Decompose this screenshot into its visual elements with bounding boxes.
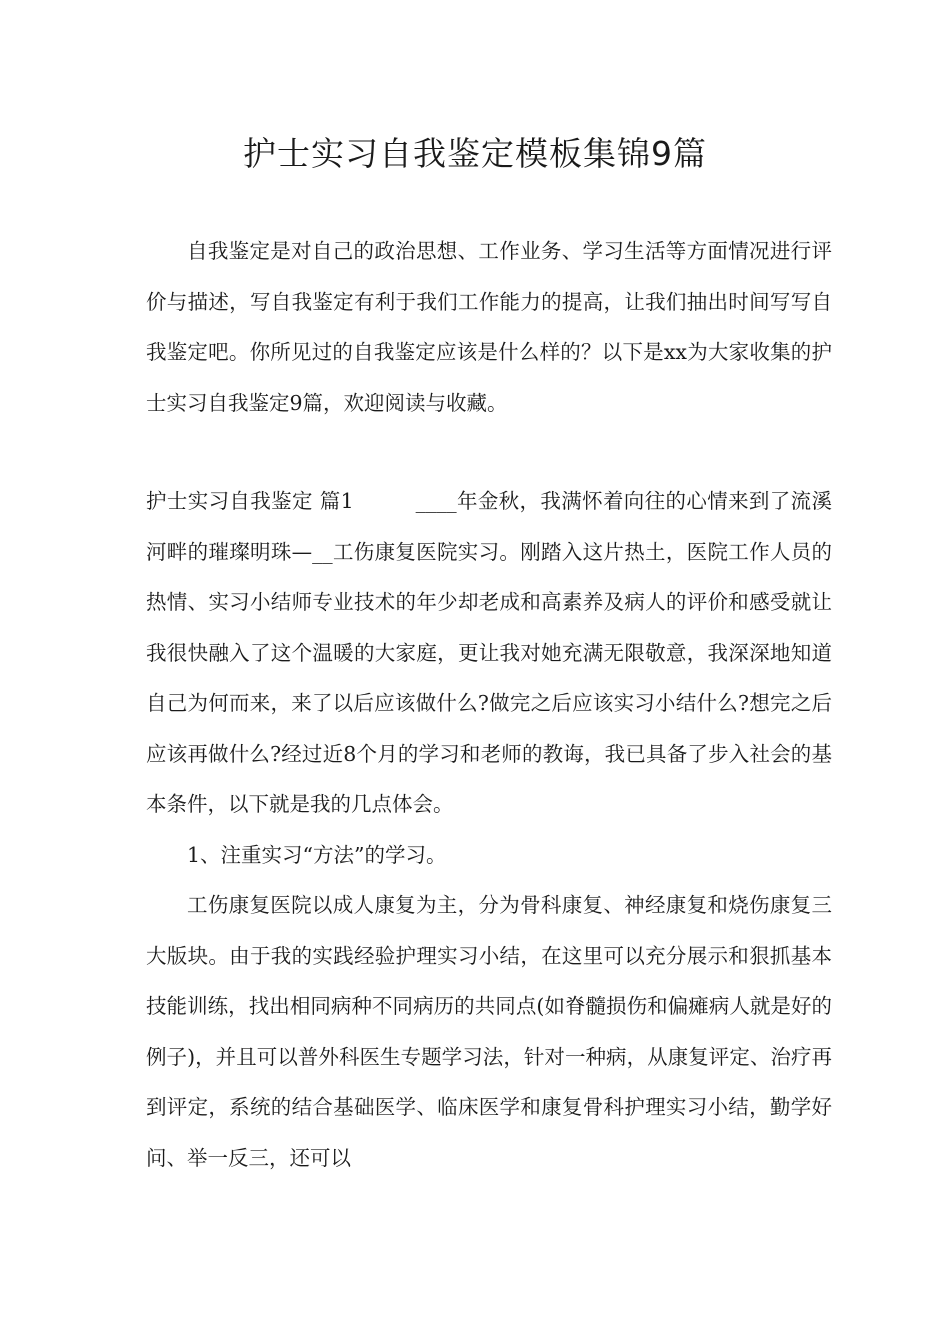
section-1-lead-text: ____年金秋，我满怀着向往的心情来到了流溪河畔的璀璨明珠—__工伤康复医院实习。刚踏入这片热土，医院工作人员的热情、实习小结师专业技术的年少却老成和高素养及病人的评价和感受就让我很快融入了这个温暖的大家庭，更让我对她充满无限敬意，我深深地知道自己为何而来，来了以后应该做什么?做完之后应该实习小结什么?想完之后应该再做什么?经过近8个月的学习和老师的教诲，我已具备了步入社会的基本条件，以下就是我的几点体会。 [146, 489, 832, 816]
section-1-point-1: 1、注重实习“方法”的学习。 [187, 842, 447, 867]
document-title: 护士实习自我鉴定模板集锦9篇 [243, 134, 707, 173]
section-1-heading: 护士实习自我鉴定 篇1 [146, 489, 354, 513]
section-1-point-1-body: 工伤康复医院以成人康复为主，分为骨科康复、神经康复和烧伤康复三大版块。由于我的实践经验护理实习小结，在这里可以充分展示和狠抓基本技能训练，找出相同病种不同病历的共同点(如脊髓损伤和偏瘫病人就是好的例子)，并且可以普外科医生专题学习法，针对一种病，从康复评定、治疗再到评定，系统的结合基础医学、临床医学和康复骨科护理实习小结，勤学好问、举一反三，还可以 [146, 893, 832, 1170]
article-section-1 [146, 476, 832, 1183]
section-1-first-paragraph [146, 476, 832, 830]
intro-paragraph: 自我鉴定是对自己的政治思想、工作业务、学习生活等方面情况进行评价与描述，写自我鉴定有利于我们工作能力的提高，让我们抽出时间写写自我鉴定吧。你所见过的自我鉴定应该是什么样的？以下是xx为大家收集的护士实习自我鉴定9篇，欢迎阅读与收藏。 [146, 239, 832, 415]
